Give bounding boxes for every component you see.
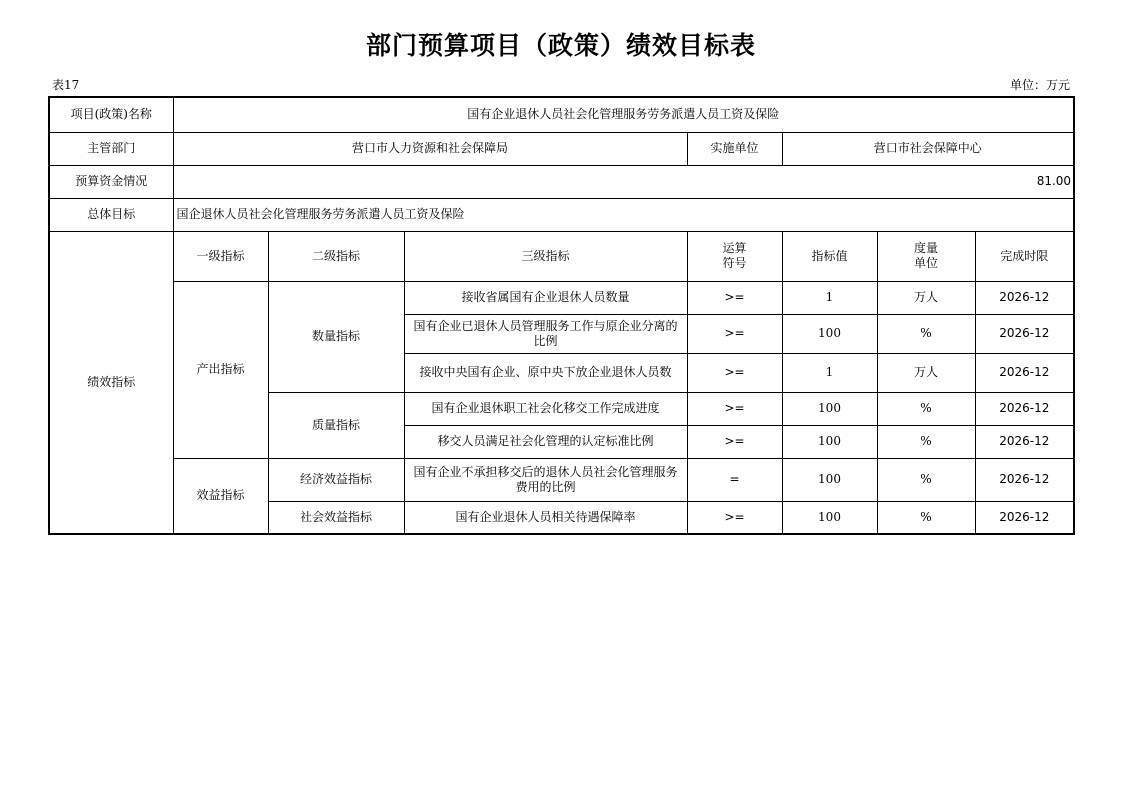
- row-unit: 万人: [877, 353, 975, 392]
- row-deadline: 2026-12: [975, 314, 1074, 353]
- row-unit: 万人: [877, 281, 975, 314]
- row-deadline: 2026-12: [975, 425, 1074, 458]
- row-value: 100: [782, 501, 877, 534]
- row-name: 接收省属国有企业退休人员数量: [404, 281, 687, 314]
- row-unit: %: [877, 425, 975, 458]
- budget-row: [49, 165, 1074, 198]
- row-name: 国有企业退休职工社会化移交工作完成进度: [404, 392, 687, 425]
- goal-row: [49, 198, 1074, 231]
- budget-label: 预算资金情况: [49, 165, 173, 198]
- page-title: 部门预算项目（政策）绩效目标表: [365, 31, 756, 60]
- row-unit: %: [877, 501, 975, 534]
- goal-label: 总体目标: [49, 198, 173, 231]
- level3-header: 三级指标: [404, 231, 687, 281]
- row-op: >=: [687, 425, 782, 458]
- table-row: [49, 458, 1074, 501]
- dept-row: [49, 132, 1074, 165]
- row-op: >=: [687, 501, 782, 534]
- row-value: 1: [782, 353, 877, 392]
- social-group: 社会效益指标: [268, 501, 404, 534]
- benefit-group: 效益指标: [173, 458, 268, 534]
- row-name: 国有企业已退休人员管理服务工作与原企业分离的比例: [404, 314, 687, 353]
- unit-label: 单位：万元: [1009, 78, 1070, 92]
- performance-table: [48, 96, 1075, 535]
- perf-label: 绩效指标: [49, 231, 173, 534]
- row-name: 接收中央国有企业、原中央下放企业退休人员数: [404, 353, 687, 392]
- row-unit: %: [877, 392, 975, 425]
- table-row: [49, 281, 1074, 314]
- output-group: 产出指标: [173, 281, 268, 458]
- row-deadline: 2026-12: [975, 501, 1074, 534]
- economic-group: 经济效益指标: [268, 458, 404, 501]
- row-deadline: 2026-12: [975, 353, 1074, 392]
- deadline-header: 完成时限: [975, 231, 1074, 281]
- measure-header: 度量 单位: [877, 231, 975, 281]
- row-value: 100: [782, 392, 877, 425]
- value-header: 指标值: [782, 231, 877, 281]
- row-value: 100: [782, 314, 877, 353]
- row-unit: %: [877, 314, 975, 353]
- row-value: 100: [782, 425, 877, 458]
- operator-header: 运算 符号: [687, 231, 782, 281]
- quantity-group: 数量指标: [268, 281, 404, 392]
- project-name-value: 国有企业退休人员社会化管理服务劳务派遣人员工资及保险: [173, 97, 1074, 132]
- row-value: 1: [782, 281, 877, 314]
- impl-unit-value: 营口市社会保障中心: [782, 132, 1074, 165]
- table-number: 表17: [52, 78, 80, 92]
- row-value: 100: [782, 458, 877, 501]
- row-op: >=: [687, 281, 782, 314]
- row-name: 国有企业退休人员相关待遇保障率: [404, 501, 687, 534]
- row-op: >=: [687, 314, 782, 353]
- row-unit: %: [877, 458, 975, 501]
- impl-unit-label: 实施单位: [687, 132, 782, 165]
- header-row: [49, 231, 1074, 281]
- level2-header: 二级指标: [268, 231, 404, 281]
- project-name-label: 项目(政策)名称: [49, 97, 173, 132]
- row-op: =: [687, 458, 782, 501]
- goal-value: 国企退休人员社会化管理服务劳务派遣人员工资及保险: [173, 198, 1074, 231]
- project-name-row: [49, 97, 1074, 132]
- row-deadline: 2026-12: [975, 281, 1074, 314]
- row-name: 国有企业不承担移交后的退休人员社会化管理服务费用的比例: [404, 458, 687, 501]
- level1-header: 一级指标: [173, 231, 268, 281]
- row-name: 移交人员满足社会化管理的认定标准比例: [404, 425, 687, 458]
- dept-label: 主管部门: [49, 132, 173, 165]
- row-op: >=: [687, 353, 782, 392]
- row-deadline: 2026-12: [975, 458, 1074, 501]
- row-deadline: 2026-12: [975, 392, 1074, 425]
- quality-group: 质量指标: [268, 392, 404, 458]
- row-op: >=: [687, 392, 782, 425]
- dept-value: 营口市人力资源和社会保障局: [173, 132, 687, 165]
- budget-value: 81.00: [173, 165, 1074, 198]
